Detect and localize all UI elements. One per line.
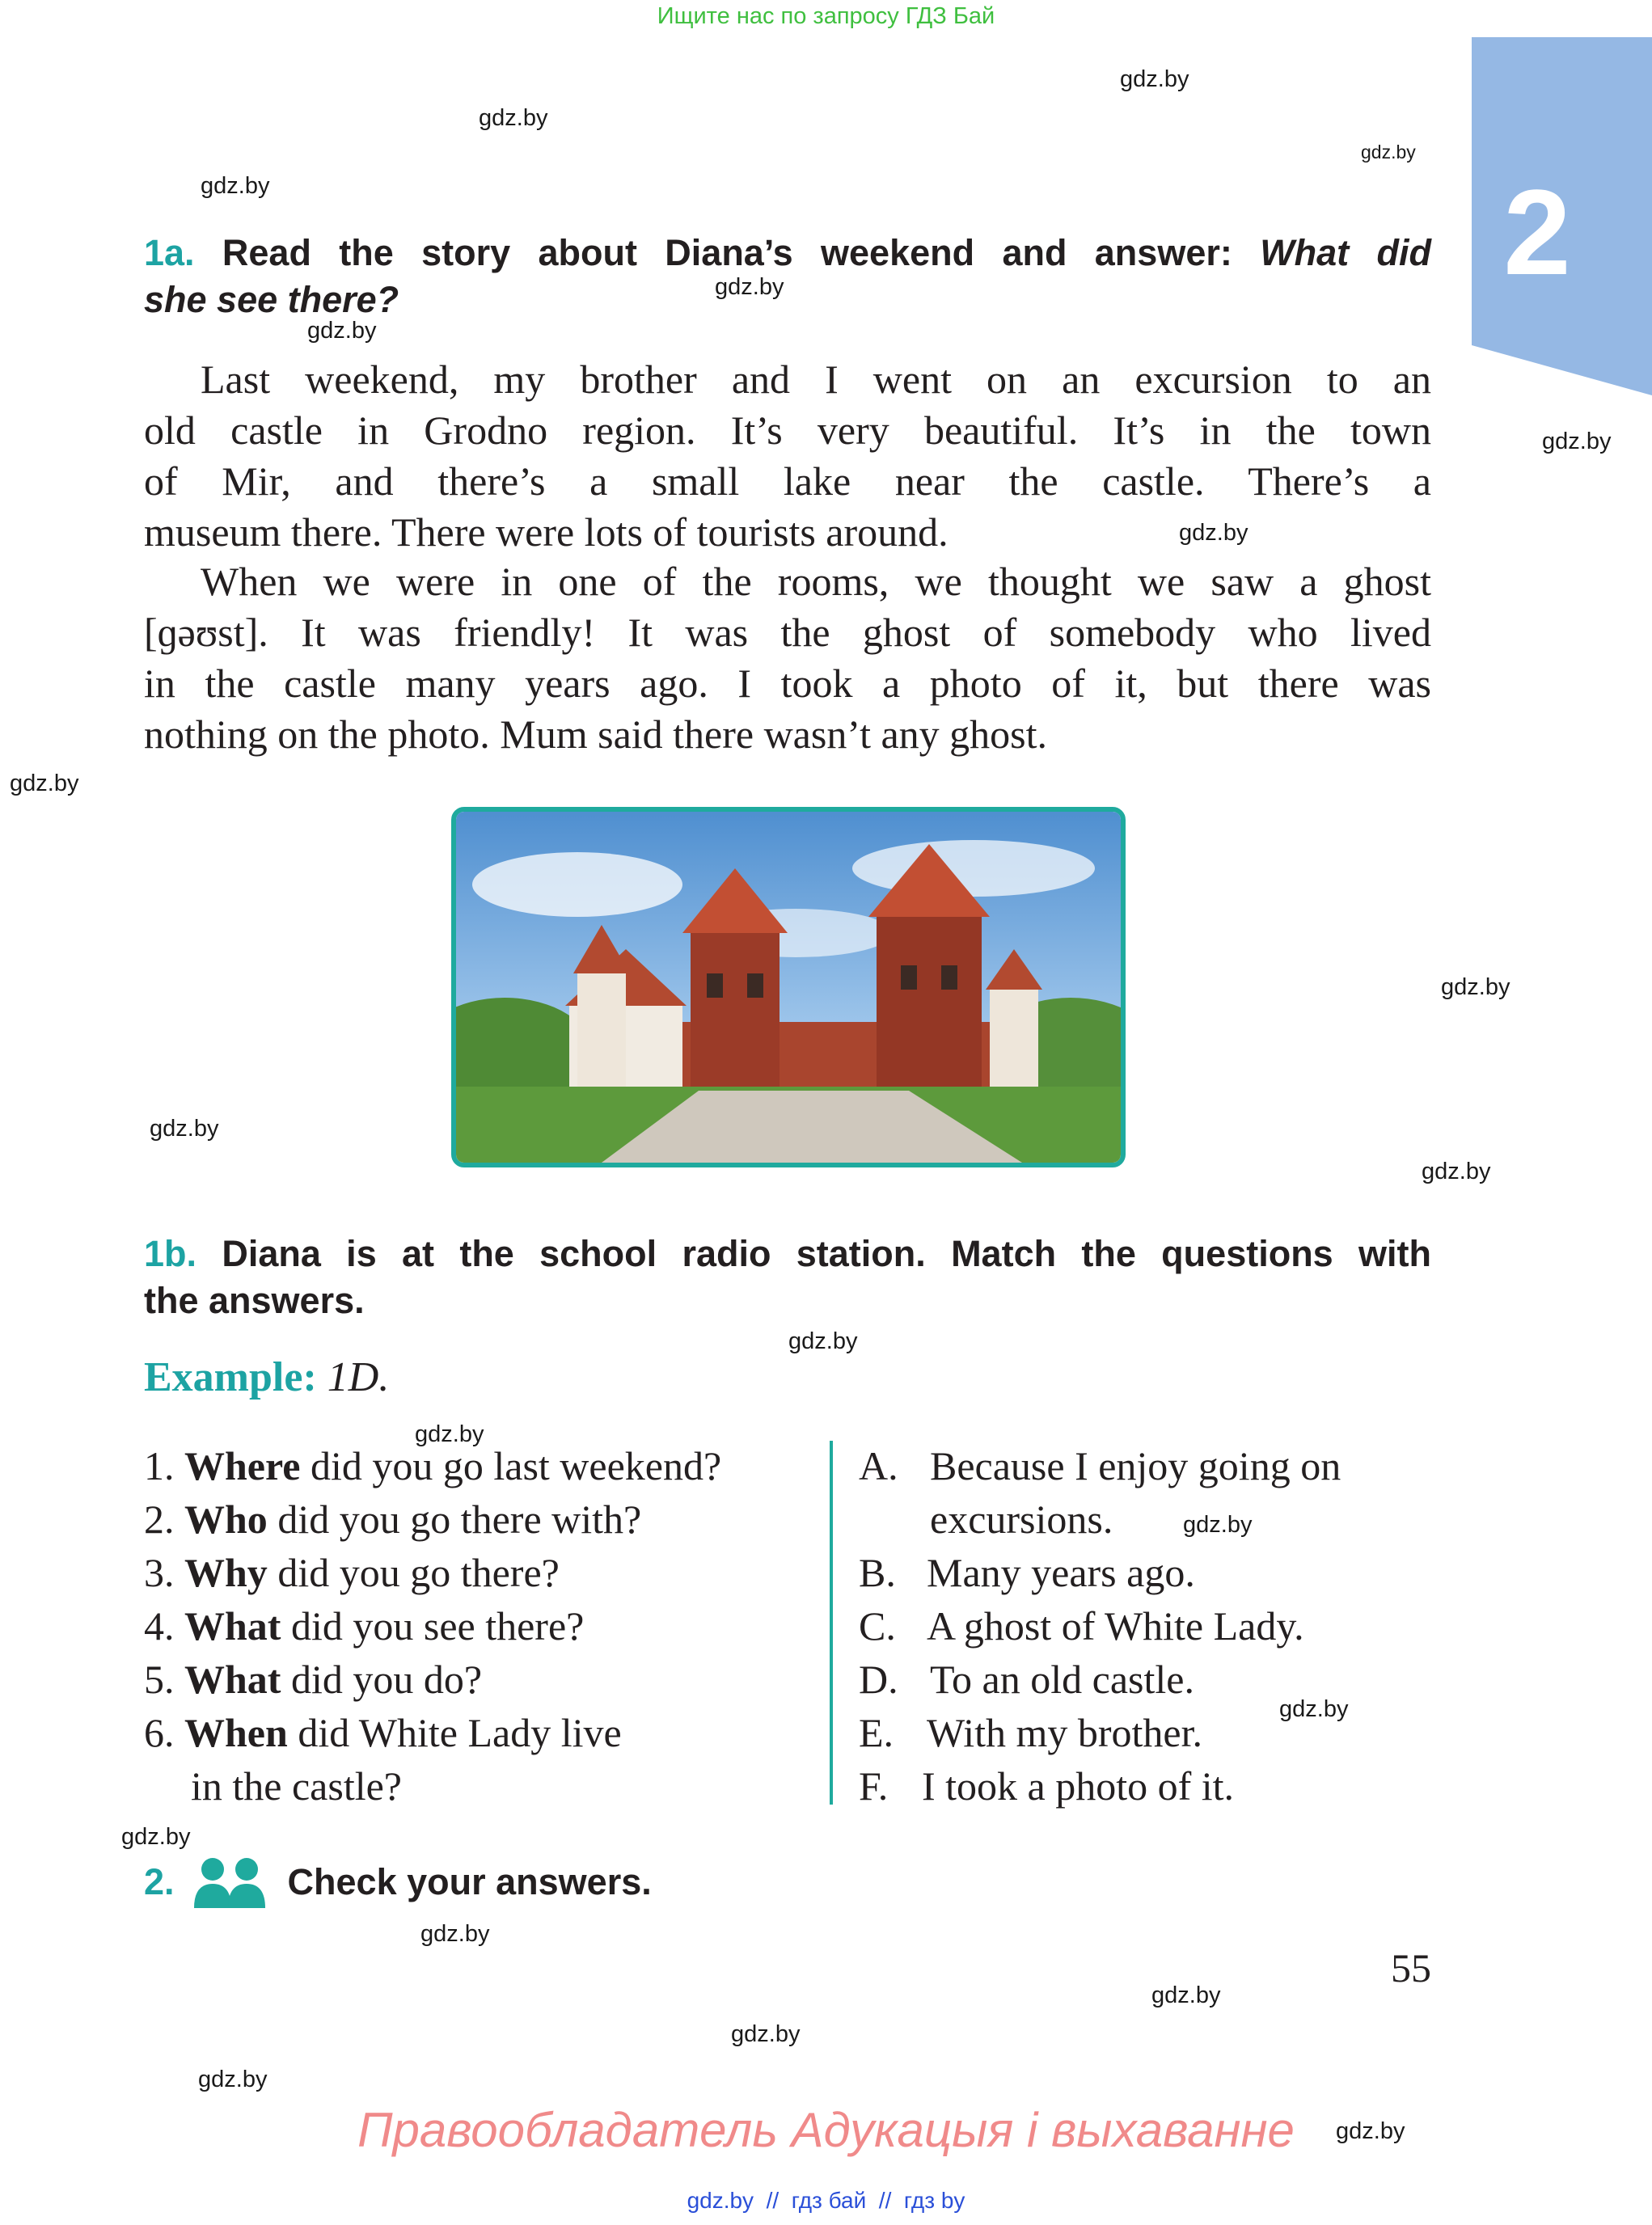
question-item: 2. Who did you go there with?: [144, 1497, 642, 1542]
example-value: 1D.: [327, 1354, 390, 1400]
watermark: gdz.by: [1542, 429, 1612, 454]
story-line: old castle in Grodno region. It’s very beautiful. It’s in the town: [144, 407, 1431, 453]
task-instruction: Diana is at the school radio station. Match the questions with: [222, 1233, 1431, 1274]
task-number: 2.: [144, 1861, 175, 1902]
example-label: Example:: [144, 1354, 317, 1400]
watermark: gdz.by: [1183, 1512, 1253, 1538]
task-number: 1a.: [144, 232, 195, 273]
story-paragraph-1: [144, 354, 1431, 558]
watermark: gdz.by: [10, 771, 79, 796]
task-question-cont: she see there?: [144, 279, 399, 320]
watermark: gdz.by: [1336, 2118, 1405, 2144]
story-line: When we were in one of the rooms, we thought we saw a ghost: [201, 559, 1431, 604]
task-instruction: Read the story about Diana’s weekend and answer:: [222, 232, 1232, 273]
watermark: gdz.by: [307, 318, 377, 344]
task-1a-heading: [144, 230, 1431, 277]
question-item: 1. Where did you go last weekend?: [144, 1443, 722, 1488]
top-banner: Ищите нас по запросу ГДЗ Бай: [657, 3, 995, 29]
answer-item: A. Because I enjoy going on: [859, 1443, 1341, 1488]
watermark: gdz.by: [415, 1421, 484, 1447]
watermark: gdz.by: [1422, 1159, 1491, 1184]
question-item-cont: in the castle?: [191, 1763, 402, 1809]
question-item: 3. Why did you go there?: [144, 1550, 560, 1595]
castle-illustration: [456, 812, 1121, 1163]
answer-item: E. With my brother.: [859, 1710, 1202, 1755]
task-1b-heading-cont: [144, 1277, 365, 1324]
task-question: What did: [1260, 232, 1431, 273]
task-2: [144, 1856, 652, 1908]
castle-photo: [451, 807, 1126, 1167]
watermark: gdz.by: [788, 1328, 858, 1354]
task-1b-heading: [144, 1231, 1431, 1277]
column-divider: [830, 1441, 833, 1805]
answer-item: B. Many years ago.: [859, 1550, 1195, 1595]
watermark: gdz.by: [715, 274, 784, 300]
story-paragraph-2: [144, 556, 1431, 760]
story-line: in the castle many years ago. I took a photo of it, but there was: [144, 661, 1431, 706]
example: [144, 1352, 389, 1404]
watermark: gdz.by: [121, 1824, 191, 1850]
watermark: gdz.by: [1120, 66, 1189, 92]
answer-item: F. I took a photo of it.: [859, 1763, 1235, 1809]
watermark: gdz.by: [198, 2067, 268, 2092]
watermark: gdz.by: [1361, 141, 1416, 163]
unit-number: 2: [1503, 164, 1571, 300]
watermark: gdz.by: [731, 2021, 801, 2047]
answer-item: C. A ghost of White Lady.: [859, 1603, 1304, 1649]
footer-links: gdz.by // гдз бай // гдз by: [687, 2188, 965, 2213]
story-line: Last weekend, my brother and I went on an excursion to an: [201, 357, 1431, 402]
watermark: gdz.by: [201, 173, 270, 199]
answer-item: D. To an old castle.: [859, 1657, 1194, 1702]
task-1a-heading-cont: [144, 277, 399, 323]
question-item: 4. What did you see there?: [144, 1603, 585, 1649]
page-number: 55: [1391, 1945, 1431, 1991]
watermark: gdz.by: [1179, 520, 1249, 546]
task-instruction: Check your answers.: [287, 1861, 652, 1902]
story-line: of Mir, and there’s a small lake near the castle. There’s a: [144, 458, 1431, 504]
question-item: 5. What did you do?: [144, 1657, 483, 1702]
task-instruction-cont: the answers.: [144, 1280, 365, 1321]
watermark: gdz.by: [1151, 1982, 1221, 2008]
watermark: gdz.by: [150, 1116, 219, 1142]
rights-holder: Правообладатель Адукацыя і выхаванне: [357, 2103, 1295, 2157]
watermark: gdz.by: [1441, 974, 1510, 1000]
watermark: gdz.by: [420, 1921, 490, 1947]
pair-work-icon: [192, 1856, 267, 1908]
answer-item-cont: excursions.: [930, 1497, 1113, 1542]
story-line: [ɡəʊst]. It was friendly! It was the ghost of somebody who lived: [144, 610, 1431, 655]
story-line: museum there. There were lots of tourists around.: [144, 509, 949, 555]
story-line: nothing on the photo. Mum said there wasn’t any ghost.: [144, 711, 1048, 757]
watermark: gdz.by: [479, 105, 548, 131]
question-item: 6. When did White Lady live: [144, 1710, 622, 1755]
task-number: 1b.: [144, 1233, 197, 1274]
watermark: gdz.by: [1279, 1696, 1349, 1722]
